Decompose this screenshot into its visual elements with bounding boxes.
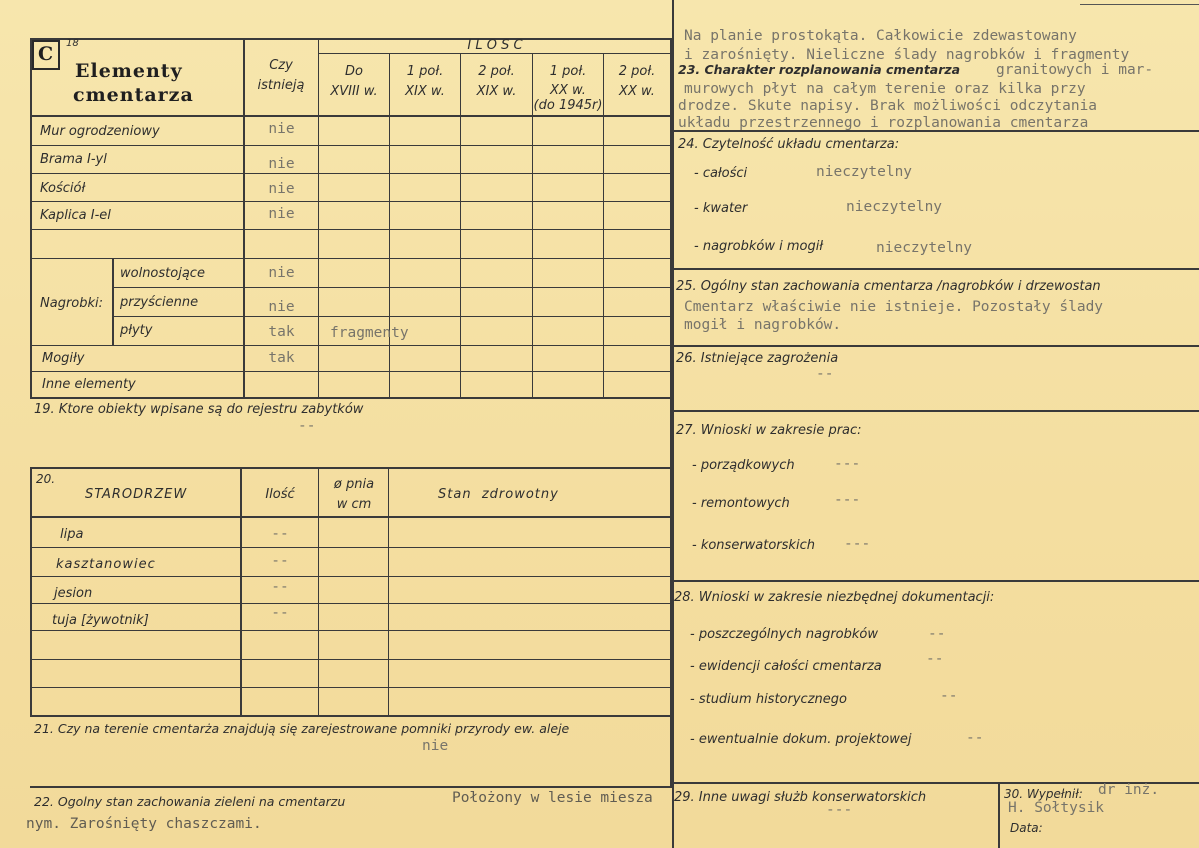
rule [30, 547, 670, 548]
starodrzew-header: STARODRZEW [85, 487, 188, 502]
tree-value: -- [271, 526, 289, 542]
rule [318, 53, 670, 54]
q24-label: 24. Czytelność układu cmentarza: [678, 137, 900, 152]
rule [30, 467, 32, 717]
rule [388, 467, 389, 717]
rule [672, 345, 1199, 347]
col-2pol20-2: XX w. [619, 84, 655, 99]
rule [112, 316, 670, 317]
q28-value: -- [940, 688, 958, 704]
rule [30, 603, 670, 604]
rule [389, 53, 390, 398]
q27-value: --- [834, 456, 861, 472]
q25-label: 25. Ogólny stan zachowania cmentarza /nagrobków i drzewostan [676, 279, 1101, 294]
rule [30, 467, 670, 469]
rule [30, 397, 670, 399]
rule [318, 38, 319, 398]
nagrobki-value: nie [268, 265, 295, 281]
row-label: Kaplica I-el [40, 208, 111, 223]
tree-name: tuja [żywotnik] [52, 613, 149, 628]
q26-answer: -- [816, 366, 834, 382]
ilosc-header: I L O S C [467, 38, 523, 53]
tree-value: -- [271, 579, 289, 595]
col-2pol19-2: XIX w. [476, 84, 517, 99]
nagrobki-label: Nagrobki: [40, 296, 104, 311]
q28-value: -- [926, 651, 944, 667]
col-czy-2: istnieją [257, 78, 305, 93]
top-text: i zarośnięty. Nieliczne ślady nagrobków i fragmenty [684, 47, 1130, 63]
q22-label: 22. Ogolny stan zachowania zieleni na cmentarzu [34, 794, 346, 809]
q28-item: - ewentualnie dokum. projektowej [690, 732, 912, 747]
col-1pol19-1: 1 poł. [406, 64, 444, 79]
mogily-value: tak [268, 350, 295, 366]
stan-col: Stan zdrowotny [438, 487, 559, 502]
col-2pol20-1: 2 poł. [618, 64, 656, 79]
rule [672, 0, 674, 848]
q23-text: drodze. Skute napisy. Brak możliwości odczytania [678, 98, 1098, 114]
rule [30, 345, 670, 346]
row-value: nie [268, 121, 295, 137]
nagrobki-label: wolnostojące [120, 266, 205, 281]
q25-text: mogił i nagrobków. [684, 317, 842, 333]
rule [30, 371, 670, 372]
inne-label: Inne elementy [42, 377, 136, 392]
rule [30, 786, 670, 788]
q23-text: układu przestrzennego i rozplanowania cmentarza [678, 115, 1089, 131]
rule [30, 229, 670, 230]
q29-answer: --- [826, 802, 853, 818]
nagrobki-extra: fragmenty [330, 325, 409, 341]
q22-answer2: nym. Zarośnięty chaszczami. [26, 816, 262, 832]
q27-item: - porządkowych [692, 458, 795, 473]
q27-value: --- [834, 492, 861, 508]
rule [30, 687, 670, 688]
row-value: nie [268, 181, 295, 197]
rule [30, 516, 670, 518]
title-line1: Elementy [75, 60, 183, 82]
row-value: nie [268, 206, 295, 222]
q24-item: - całości [694, 166, 748, 181]
q24-item: - kwater [694, 201, 748, 216]
mogily-label: Mogiły [42, 351, 85, 366]
q30-label: 30. Wypełnił: [1004, 787, 1083, 801]
col-1pol20-3: (do 1945r) [533, 98, 603, 113]
q24-value: nieczytelny [816, 164, 913, 180]
rule [30, 38, 32, 398]
col-1pol19-2: XIX w. [405, 84, 445, 99]
tree-name: jesion [54, 586, 93, 601]
rule [30, 630, 670, 631]
rule [30, 715, 670, 717]
rule [112, 258, 114, 345]
rule [30, 201, 670, 202]
q28-label: 28. Wnioski w zakresie niezbędnej dokumentacji: [674, 590, 995, 605]
row-label: Mur ogrodzeniowy [40, 124, 160, 139]
col-1pol20-1: 1 poł. [549, 64, 587, 79]
pnia-1: ø pnia [333, 477, 375, 492]
nagrobki-label: płyty [120, 323, 153, 338]
top-text: Na planie prostokąta. Całkowicie zdewastowany [684, 28, 1077, 44]
q29-label: 29. Inne uwagi służb konserwatorskich [674, 790, 927, 805]
col-do18-2: XVIII w. [330, 84, 378, 99]
rule [30, 145, 670, 146]
q28-item: - ewidencji całości cmentarza [690, 659, 882, 674]
rule [998, 782, 1000, 848]
section-letter-box [32, 40, 60, 70]
q27-label: 27. Wnioski w zakresie prac: [676, 423, 862, 438]
row-value: nie [268, 156, 295, 172]
nagrobki-label: przyścienne [120, 295, 199, 310]
rule [603, 53, 604, 398]
q25-text: Cmentarz właściwie nie istnieje. Pozostały ślady [684, 299, 1104, 315]
rule [672, 410, 1199, 412]
rule [30, 173, 670, 174]
col-2pol19-1: 2 poł. [478, 64, 515, 79]
rule [672, 268, 1199, 270]
q22-answer1: Położony w lesie miesza [452, 790, 653, 806]
title-line2: cmentarza [73, 84, 194, 106]
q23-label: 23. Charakter rozplanowania cmentarza [678, 62, 961, 77]
rule [30, 659, 670, 660]
col-do18-1: Do [345, 64, 363, 79]
q24-value: nieczytelny [876, 240, 973, 256]
q23-text: murowych płyt na całym terenie oraz kilka przy [684, 81, 1086, 97]
rule [30, 576, 670, 577]
tree-name: lipa [60, 527, 84, 542]
q27-item: - remontowych [692, 496, 790, 511]
ilosc-col: Ilość [265, 487, 295, 502]
q20-num: 20. [36, 472, 56, 486]
q27-value: --- [844, 536, 871, 552]
rule [30, 115, 670, 117]
tree-value: -- [271, 605, 289, 621]
section-letter: C [37, 43, 55, 65]
q30-name2: H. Sołtysik [1008, 800, 1105, 816]
q19-label: 19. Ktore obiekty wpisane są do rejestru zabytków [34, 402, 364, 417]
q21-answer: nie [422, 738, 449, 754]
tree-name: kasztanowiec [56, 557, 156, 572]
q28-item: - studium historycznego [690, 692, 847, 707]
q30-name1: dr inż. [1098, 782, 1160, 798]
q27-item: - konserwatorskich [692, 538, 815, 553]
row-label: Brama I-yl [40, 152, 107, 167]
q24-value: nieczytelny [846, 199, 943, 215]
pnia-2: w cm [336, 497, 372, 512]
q19-answer: -- [298, 418, 316, 434]
q28-value: -- [928, 626, 946, 642]
rule [318, 467, 319, 717]
q23-text: granitowych i mar- [996, 62, 1154, 78]
col-1pol20-2: XX w. [550, 83, 586, 98]
section-num: 18 [66, 38, 79, 49]
col-czy-1: Czy [269, 58, 293, 73]
tree-value: -- [271, 553, 289, 569]
q28-item: - poszczególnych nagrobków [690, 627, 878, 642]
nagrobki-value: nie [268, 299, 295, 315]
rule [30, 258, 670, 259]
nagrobki-value: tak [268, 324, 295, 340]
data-label: Data: [1010, 821, 1043, 835]
q21-label: 21. Czy na terenie cmentarża znajdują się zarejestrowane pomniki przyrody ew. aleje [34, 721, 570, 736]
q24-item: - nagrobków i mogił [694, 239, 824, 254]
rule [672, 580, 1199, 582]
q28-value: -- [966, 730, 984, 746]
rule [460, 53, 461, 398]
q26-label: 26. Istniejące zagrożenia [676, 351, 839, 366]
rule [1080, 4, 1199, 5]
rule [112, 287, 670, 288]
row-label: Kościół [40, 181, 86, 196]
